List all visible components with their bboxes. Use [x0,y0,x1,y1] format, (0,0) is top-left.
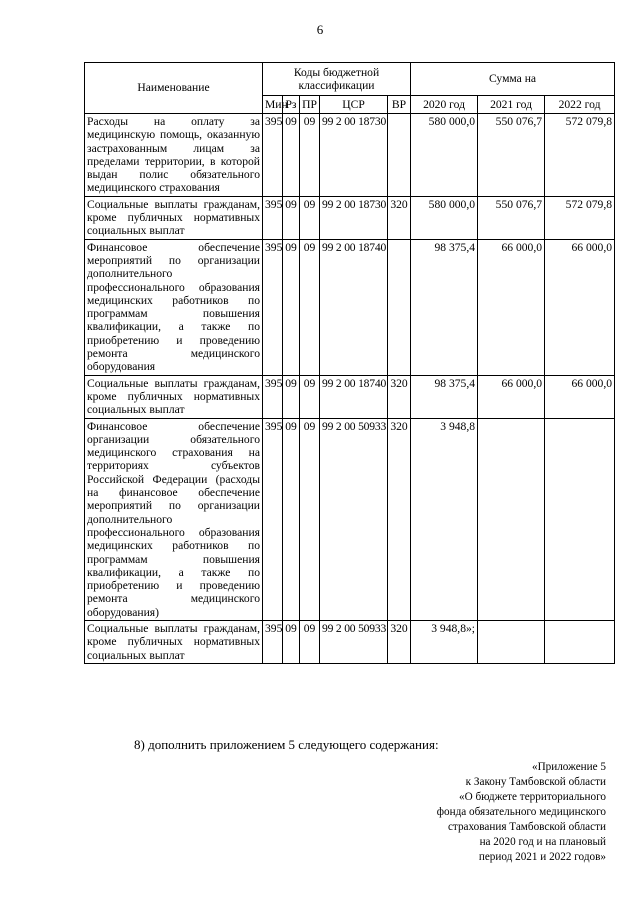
header-csr: ЦСР [320,96,388,114]
annex-line: фонда обязательного медицинского [436,806,606,818]
row-2021 [478,620,545,663]
row-2021: 550 076,7 [478,114,545,197]
page-number: 6 [316,22,324,37]
row-2021: 66 000,0 [478,239,545,375]
row-2020: 3 948,8 [411,418,478,620]
row-2022 [545,620,615,663]
header-pr: ПР [300,96,320,114]
annex-line: к Закону Тамбовской области [465,776,606,788]
row-min: 395 [263,620,283,663]
annex-line: период 2021 и 2022 годов» [478,851,606,863]
row-min: 395 [263,114,283,197]
header-vr: ВР [388,96,411,114]
row-2022: 572 079,8 [545,114,615,197]
annex-line: на 2020 год и на плановый [479,836,606,848]
row-vr: 320 [388,375,411,418]
row-name: Социальные выплаты гражданам, кроме публичных нормативных социальных выплат [85,620,263,663]
row-rz: 09 [283,375,300,418]
row-csr: 99 2 00 50933 [320,620,388,663]
row-min: 395 [263,196,283,239]
row-name: Финансовое обеспечение мероприятий по организации дополнительного профессионального образования медицинских работников по программам повышения квалификации, а также по приобретению и проведению ремонта медицинского оборудования [85,239,263,375]
row-rz: 09 [283,620,300,663]
table-row [85,620,615,663]
annex-line: «Приложение 5 [531,761,606,773]
row-min: 395 [263,239,283,375]
row-2020: 3 948,8»; [411,620,478,663]
amendment-instruction: 8) дополнить приложением 5 следующего содержания: [134,737,439,752]
row-2022 [545,418,615,620]
row-csr: 99 2 00 18730 [320,114,388,197]
header-name: Наименование [85,63,263,114]
row-min: 395 [263,418,283,620]
row-2022: 66 000,0 [545,239,615,375]
row-pr: 09 [300,375,320,418]
table-row [85,196,615,239]
row-vr: 320 [388,418,411,620]
row-pr: 09 [300,239,320,375]
row-vr [388,239,411,375]
row-csr: 99 2 00 18730 [320,196,388,239]
row-rz: 09 [283,196,300,239]
row-pr: 09 [300,620,320,663]
row-name: Финансовое обеспечение организации обязательного медицинского страхования на территориях субъектов Российской Федерации (расходы на финансовое обеспечение мероприятий по организации дополнительного профессионального образования медицинских работников по программам повышения квалификации, а также по приобретению и проведению ремонта медицинского оборудования) [85,418,263,620]
row-2020: 580 000,0 [411,114,478,197]
annex-line: «О бюджете территориального [458,791,606,803]
row-2022: 572 079,8 [545,196,615,239]
row-csr: 99 2 00 50933 [320,418,388,620]
budget-table [84,62,615,664]
row-csr: 99 2 00 18740 [320,375,388,418]
table-row [85,239,615,375]
row-vr: 320 [388,620,411,663]
row-2020: 98 375,4 [411,375,478,418]
row-name: Социальные выплаты гражданам, кроме публичных нормативных социальных выплат [85,196,263,239]
row-vr: 320 [388,196,411,239]
table-row [85,375,615,418]
row-2021 [478,418,545,620]
row-2020: 580 000,0 [411,196,478,239]
header-min: Мин [263,96,283,114]
row-pr: 09 [300,196,320,239]
table-row [85,418,615,620]
annex-heading [346,760,606,865]
header-2022: 2022 год [545,96,615,114]
row-rz: 09 [283,114,300,197]
annex-line: страхования Тамбовской области [447,821,606,833]
row-pr: 09 [300,418,320,620]
row-pr: 09 [300,114,320,197]
row-2022: 66 000,0 [545,375,615,418]
row-2021: 66 000,0 [478,375,545,418]
row-name: Социальные выплаты гражданам, кроме публичных нормативных социальных выплат [85,375,263,418]
row-rz: 09 [283,239,300,375]
row-csr: 99 2 00 18740 [320,239,388,375]
header-codes-group: Коды бюджетной классификации [263,63,411,96]
header-2021: 2021 год [478,96,545,114]
row-2020: 98 375,4 [411,239,478,375]
table-row [85,114,615,197]
header-rz: Рз [283,96,300,114]
row-vr [388,114,411,197]
row-rz: 09 [283,418,300,620]
row-2021: 550 076,7 [478,196,545,239]
row-min: 395 [263,375,283,418]
header-sum-group: Сумма на [411,63,615,96]
header-2020: 2020 год [411,96,478,114]
row-name: Расходы на оплату за медицинскую помощь, оказанную застрахованным лицам за пределами территории, в которой выдан полис обязательного медицинского страхования [85,114,263,197]
